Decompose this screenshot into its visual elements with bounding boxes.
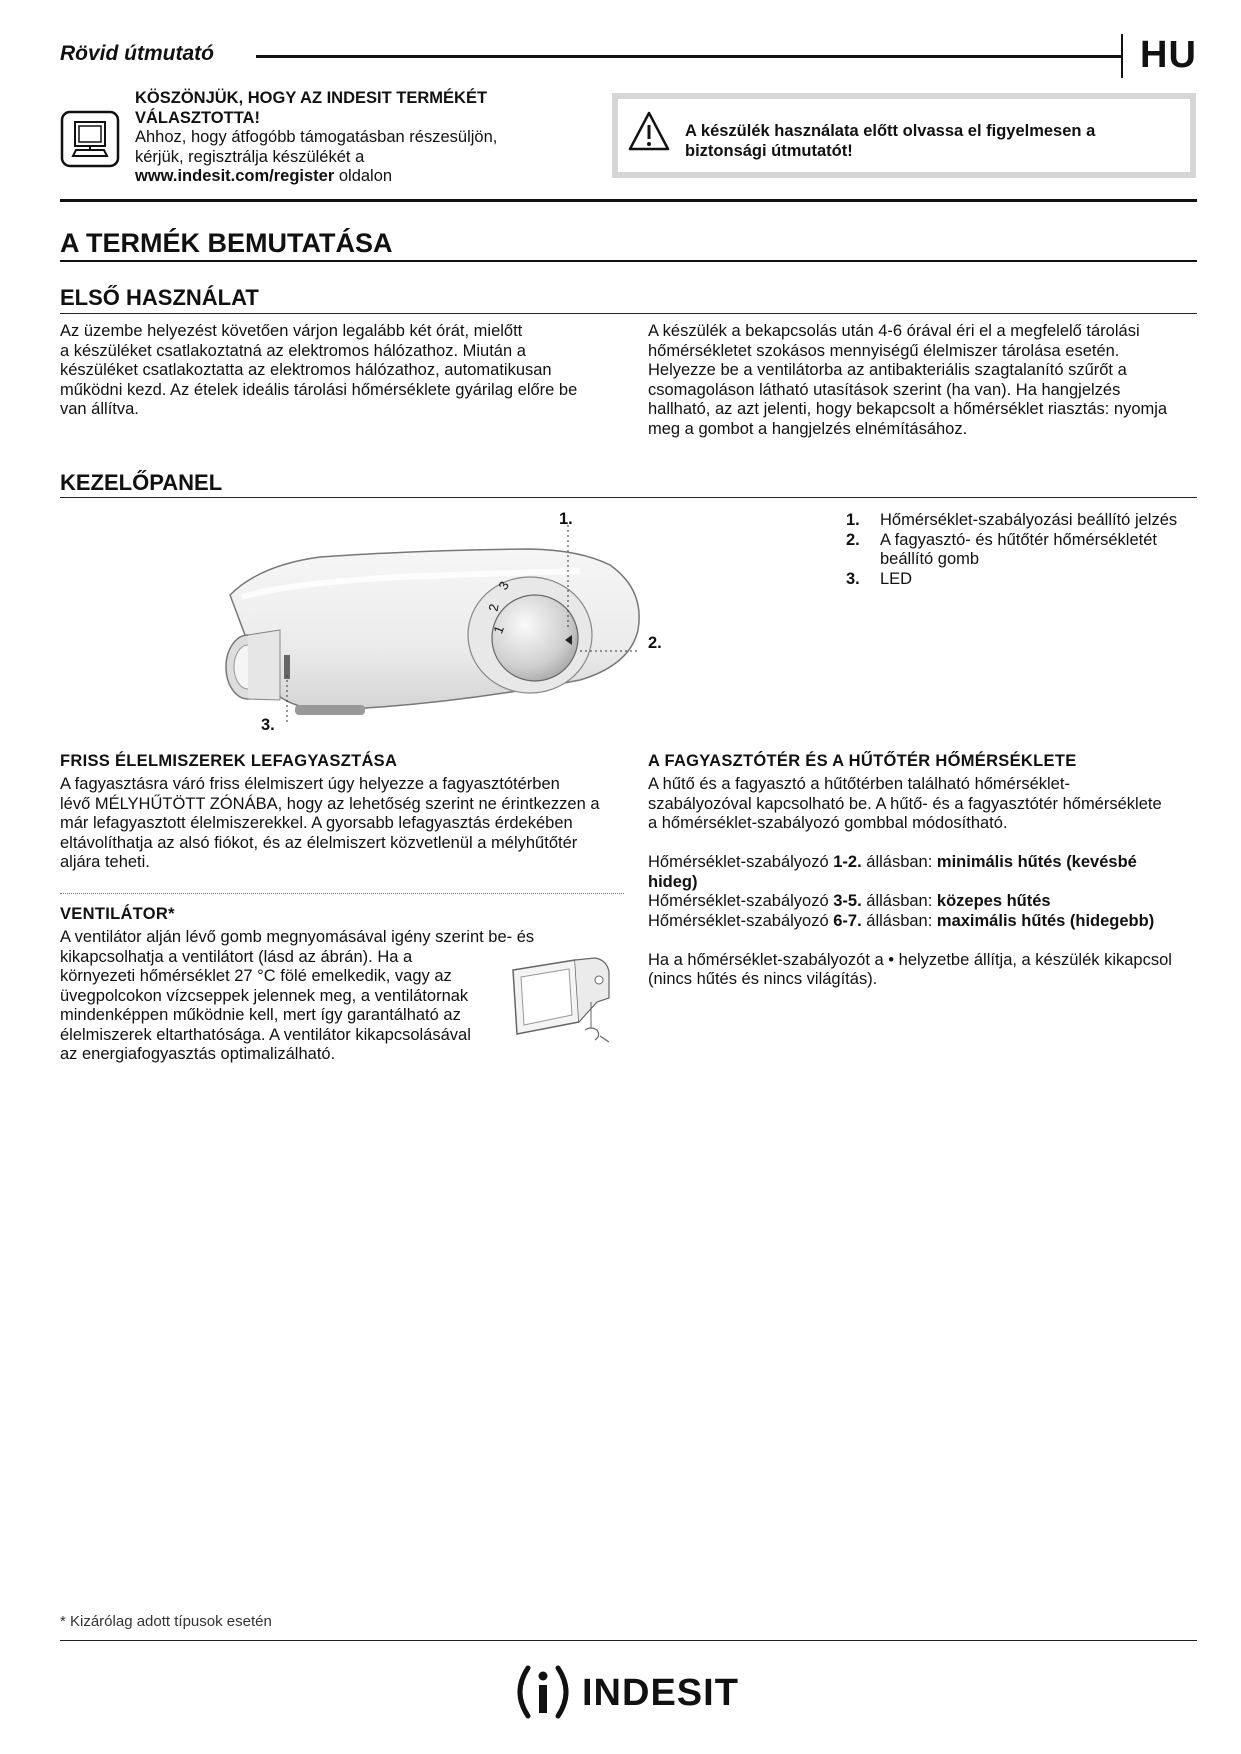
first-use-left-line: Az üzembe helyezést követően várjon legalább két órát, mielőtt: [60, 322, 523, 340]
setting-row-3: Hőmérséklet-szabályozó 6-7. állásban: maximális hűtés (hidegebb): [648, 911, 1155, 930]
fresh-freeze-line: aljára teheti.: [60, 853, 150, 871]
fresh-freeze-line: eltávolíthatja az alsó fiókot, és az élelmiszert közvetlenül a mélyhűtőtér: [60, 833, 578, 852]
first-use-left-line: a készüléket csatlakoztatná az elektromos hálózathoz. Miután a: [60, 341, 526, 360]
dial-mark: 1: [490, 623, 507, 636]
fresh-freeze-line: A fagyasztásra váró friss élelmiszert úgy helyezze a fagyasztótérben: [60, 775, 560, 793]
control-panel-illustration: [200, 505, 680, 735]
monitor-icon: [60, 110, 120, 168]
first-use-left-line: készüléket csatlakoztatta az elektromos hálózathoz, automatikusan: [60, 361, 552, 379]
first-use-right-line: hallható, az azt jelenti, hogy bekapcsolt a hőmérséklet riasztás: nyomja: [648, 400, 1168, 418]
legend-item-cont: beállító gomb: [880, 550, 980, 568]
first-use-left-line: működni kezd. Az ételek ideális tárolási hőmérséklete gyárilag előre be: [60, 380, 578, 399]
off-line: (nincs hűtés és nincs világítás).: [648, 970, 878, 988]
temperature-heading: A FAGYASZTÓTÉR ÉS A HŰTŐTÉR HŐMÉRSÉKLETE: [648, 752, 1077, 770]
register-title-1: KÖSZÖNJÜK, HOGY AZ INDESIT TERMÉKÉT: [135, 89, 488, 107]
setting-row-2: Hőmérséklet-szabályozó 3-5. állásban: közepes hűtés: [648, 892, 1051, 910]
fresh-freeze-line: már lefagyasztott élelmiszerekkel. A gyorsabb lefagyasztás érdekében: [60, 814, 573, 832]
dial-mark: 2: [485, 602, 502, 613]
register-title-2: VÁLASZTOTTA!: [135, 108, 260, 127]
fan-line: környezeti hőmérséklet 27 °C fölé emelkedik, vagy az: [60, 967, 452, 985]
fan-line: üvegpolcokon vízcseppek jelennek meg, a ventilátornak: [60, 986, 469, 1005]
register-text: [135, 89, 595, 187]
fan-line: kikapcsolhatja a ventilátort (lásd az ábrán). Ha a: [60, 947, 413, 966]
control-panel-heading: KEZELŐPANEL: [60, 470, 223, 495]
fan-illustration: [505, 950, 620, 1050]
fresh-freeze-line: lévő MÉLYHŰTÖTT ZÓNÁBA, hogy az lehetőség szerint ne érintkezzen a: [60, 794, 600, 813]
setting-row-1: Hőmérséklet-szabályozó 1-2. állásban: minimális hűtés (kevésbé: [648, 853, 1137, 871]
first-use-right-line: hőmérsékletet szokásos mennyiségű élelmiszer tárolása esetén.: [648, 341, 1120, 360]
temperature-intro-line: A hűtő és a fagyasztó a hűtőtérben található hőmérséklet-: [648, 775, 1070, 793]
legend-item: 2. A fagyasztó- és hűtőtér hőmérsékletét: [846, 530, 1157, 549]
footnote: * Kizárólag adott típusok esetén: [60, 1613, 272, 1630]
guide-title: Rövid útmutató: [60, 42, 214, 65]
first-use-right: [648, 322, 1218, 439]
fresh-freeze-heading: FRISS ÉLELMISZEREK LEFAGYASZTÁSA: [60, 752, 398, 770]
fan-line: élelmiszerek eltarthatósága. A ventilátor kikapcsolásával: [60, 1025, 471, 1044]
page-title-rule: [60, 260, 1197, 262]
register-url[interactable]: www.indesit.com/register: [135, 167, 335, 185]
indesit-logo: [508, 1660, 758, 1724]
footer-rule: [60, 1640, 1197, 1641]
first-use-heading: ELSŐ HASZNÁLAT: [60, 285, 259, 310]
control-panel-rule: [60, 497, 1197, 498]
register-line-1: Ahhoz, hogy átfogóbb támogatásban részesüljön,: [135, 128, 498, 146]
first-use-right-line: csomagoláson látható utasítások szerint (ha van). Ha hangjelzés: [648, 380, 1121, 399]
temperature-intro-line: szabályozóval kapcsolható be. A hűtő- és a fagyasztótér hőmérséklete: [648, 794, 1162, 813]
callout-3: 3.: [261, 716, 275, 734]
warning-icon: [627, 110, 671, 152]
dotted-divider: [60, 893, 624, 894]
temperature-text: [648, 775, 1218, 990]
page-title: A TERMÉK BEMUTATÁSA: [60, 228, 393, 258]
header-rule: [256, 55, 1121, 58]
register-url-suffix: oldalon: [334, 167, 393, 185]
warning-line-2: biztonsági útmutatót!: [685, 141, 853, 160]
warning-box: [612, 93, 1196, 178]
off-line: Ha a hőmérséklet-szabályozót a • helyzetbe állítja, a készülék kikapcsol: [648, 950, 1172, 969]
first-use-right-line: meg a gombot a hangjelzés elnémításához.: [648, 419, 968, 438]
first-use-left-line: van állítva.: [60, 400, 139, 418]
dial-mark: 3: [495, 578, 512, 593]
warning-line-1: A készülék használata előtt olvassa el figyelmesen a: [685, 122, 1096, 140]
callout-2: 2.: [648, 634, 662, 652]
fan-line: mindenképpen működnie kell, mert így garantálható az: [60, 1006, 461, 1024]
warning-text: [685, 122, 1185, 161]
temperature-intro-line: a hőmérséklet-szabályozó gombbal módosítható.: [648, 814, 1008, 832]
fan-line: A ventilátor alján lévő gomb megnyomásával igény szerint be- és: [60, 928, 535, 946]
header-divider: [1121, 34, 1123, 78]
section-rule-top: [60, 199, 1197, 202]
fan-heading: VENTILÁTOR*: [60, 905, 175, 923]
register-line-3: [135, 167, 595, 187]
first-use-rule: [60, 313, 1197, 314]
first-use-left: [60, 322, 630, 420]
setting-row-1-cont: hideg): [648, 872, 698, 891]
callout-1: 1.: [559, 510, 573, 528]
language-code: HU: [1140, 34, 1197, 76]
first-use-right-line: A készülék a bekapcsolás után 4-6 órával éri el a megfelelő tárolási: [648, 322, 1140, 340]
fresh-freeze-text: [60, 775, 630, 873]
legend-item: 1. Hőmérséklet-szabályozási beállító jelzés: [846, 511, 1178, 529]
control-panel-legend: [846, 511, 1206, 589]
first-use-right-line: Helyezze be a ventilátorba az antibakteriális szagtalanító szűrőt a: [648, 361, 1127, 379]
brand-name: INDESIT: [582, 1672, 739, 1714]
fan-line: az energiafogyasztás optimalizálható.: [60, 1045, 336, 1063]
legend-item: 3. LED: [846, 569, 913, 588]
register-line-2: kérjük, regisztrálja készülékét a: [135, 147, 365, 166]
